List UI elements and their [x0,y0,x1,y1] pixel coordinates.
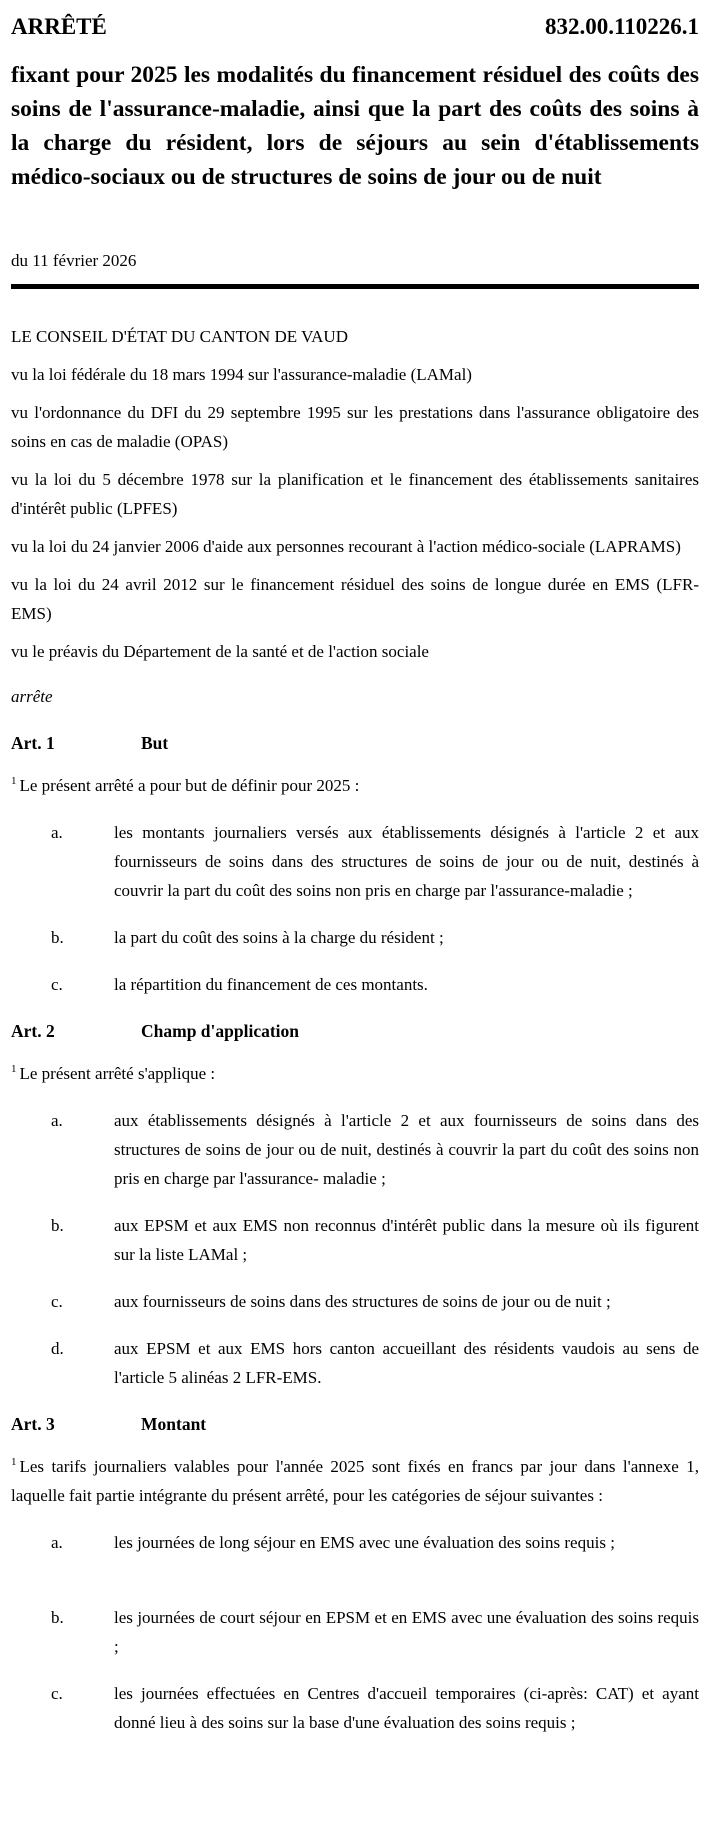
article-3 [11,1410,699,1737]
item-text: aux établissements désignés à l'article 2 et aux fournisseurs de soins dans des structures de soins de jour ou de nuit, destinés à couvrir la part du coût des soins non pris en charge par l'assurance- maladie ; [114,1111,699,1188]
article-1-items [11,818,699,999]
header-divider-rule [11,284,699,289]
article-2-paragraph [11,1059,699,1088]
article-3-number: Art. 3 [11,1414,55,1434]
article-1-paragraph-text: Le présent arrêté a pour but de définir pour 2025 : [19,776,360,795]
article-1-paragraph [11,771,699,800]
decree-word: arrête [11,687,53,706]
list-item [11,1334,699,1392]
article-2-title: Champ d'application [141,1021,300,1041]
item-text: les journées de court séjour en EPSM et en EMS avec une évaluation des soins requis ; [114,1608,699,1656]
paragraph-marker: 1 [11,1063,17,1076]
article-3-paragraph-text: Les tarifs journaliers valables pour l'année 2025 sont fixés en francs par jour dans l'annexe 1, laquelle fait partie intégrante du présent arrêté, pour les catégories de séjour suivantes : [11,1457,699,1505]
document-title: fixant pour 2025 les modalités du financement résiduel des coûts des soins de l'assurance-maladie, ainsi que la part des coûts des soins à la charge du résident, lors de séjours au sein d'établissements médico-sociaux ou de structures de soins de jour ou de nuit [11,62,699,190]
list-item [11,1106,699,1193]
article-3-title: Montant [141,1414,207,1434]
item-label: a. [51,823,63,842]
article-2-number: Art. 2 [11,1021,55,1041]
list-item [11,1287,699,1316]
paragraph-marker: 1 [11,1456,17,1469]
item-label: b. [51,928,64,947]
consideration-opas: vu l'ordonnance du DFI du 29 septembre 1995 sur les prestations dans l'assurance obligatoire des soins en cas de maladie (OPAS) [11,403,699,451]
article-1-heading [11,729,699,758]
item-label: c. [51,1684,63,1703]
article-2-items [11,1106,699,1392]
article-3-items [11,1528,699,1737]
consideration-lpfes: vu la loi du 5 décembre 1978 sur la planification et le financement des établissements sanitaires d'intérêt public (LPFES) [11,470,699,518]
item-text: aux EPSM et aux EMS hors canton accueillant des résidents vaudois au sens de l'article 5 alinéas 2 LFR-EMS. [114,1339,699,1387]
item-label: b. [51,1216,64,1235]
list-item [11,923,699,952]
item-text: la part du coût des soins à la charge du résident ; [114,928,444,947]
item-label: a. [51,1533,63,1552]
list-item [11,970,699,999]
document-date: du 11 février 2026 [11,251,137,270]
item-text: aux fournisseurs de soins dans des structures de soins de jour ou de nuit ; [114,1292,611,1311]
list-item [11,1211,699,1269]
item-text: les montants journaliers versés aux établissements désignés à l'article 2 et aux fournisseurs de soins dans des structures de soins de jour ou de nuit, destinés à couvrir la part du coût des soins non pris en charge par l'assurance-maladie ; [114,823,699,900]
article-3-heading [11,1410,699,1439]
item-label: b. [51,1608,64,1627]
item-label: d. [51,1339,64,1358]
list-item [11,1528,699,1557]
item-text: les journées effectuées en Centres d'accueil temporaires (ci-après: CAT) et ayant donné lieu à des soins sur la base d'une évaluation des soins requis ; [114,1684,699,1732]
consideration-lfr-ems: vu la loi du 24 avril 2012 sur le financement résiduel des soins de longue durée en EMS (LFR- EMS) [11,575,699,623]
document-type-label: ARRÊTÉ [11,14,107,39]
item-label: c. [51,975,63,994]
item-text: aux EPSM et aux EMS non reconnus d'intérêt public dans la mesure où ils figurent sur la liste LAMal ; [114,1216,699,1264]
article-1-number: Art. 1 [11,733,55,753]
article-2-paragraph-text: Le présent arrêté s'applique : [19,1064,216,1083]
item-text: la répartition du financement de ces montants. [114,975,428,994]
article-2 [11,1017,699,1392]
consideration-preavis: vu le préavis du Département de la santé et de l'action sociale [11,642,429,661]
article-1 [11,729,699,999]
article-1-title: But [141,733,169,753]
list-item [11,1603,699,1661]
paragraph-marker: 1 [11,775,17,788]
item-label: a. [51,1111,63,1130]
issuing-authority: LE CONSEIL D'ÉTAT DU CANTON DE VAUD [11,327,348,346]
item-label: c. [51,1292,63,1311]
consideration-laprams: vu la loi du 24 janvier 2006 d'aide aux personnes recourant à l'action médico-sociale (LAPRAMS) [11,537,681,556]
document-reference-number: 832.00.110226.1 [545,14,699,39]
list-item [11,818,699,905]
article-3-paragraph [11,1452,699,1510]
list-item [11,1679,699,1737]
item-text: les journées de long séjour en EMS avec une évaluation des soins requis ; [114,1533,615,1552]
document-header [11,12,699,42]
consideration-lamal: vu la loi fédérale du 18 mars 1994 sur l'assurance-maladie (LAMal) [11,365,472,384]
article-2-heading [11,1017,699,1046]
